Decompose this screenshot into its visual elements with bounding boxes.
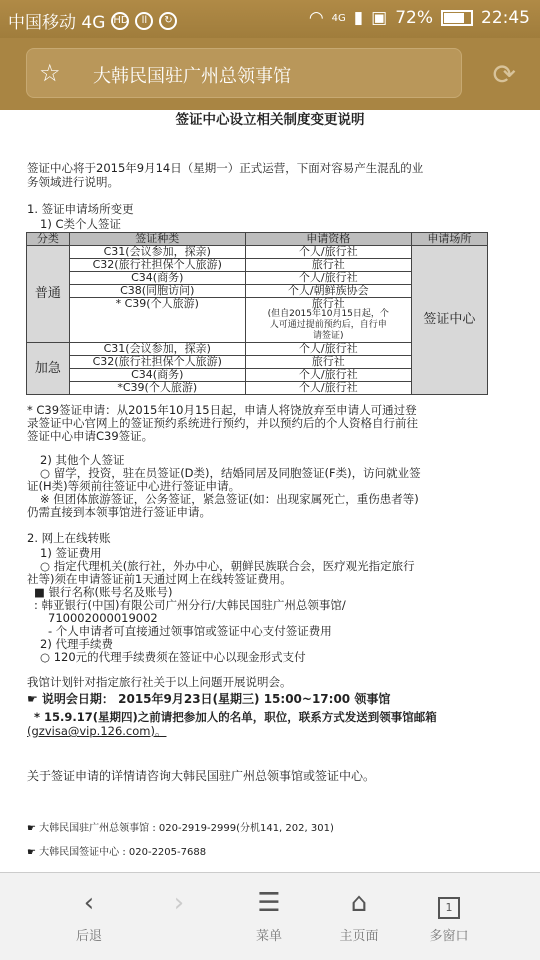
c39-note-line: * C39签证申请：从2015年10月15日起，申请人将饶放弃至申请人可通过登 xyxy=(27,403,417,417)
hd-icon: HD xyxy=(111,12,129,30)
visa-type-cell: C34(商务) xyxy=(69,369,245,382)
intro-line-2: 务领域进行说明。 xyxy=(27,175,119,189)
visa-table xyxy=(26,232,488,395)
home-button[interactable] xyxy=(314,885,404,944)
place-cell: 签证中心 xyxy=(411,246,487,395)
paragraph-line: ○ 留学，投资，驻在员签证(D类)，结婚同居及同胞签证(F类)，访问就业签 xyxy=(40,466,421,480)
c39-note-line: 签证中心申请C39签证。 xyxy=(27,429,154,443)
c39-note: 请签证) xyxy=(312,331,344,341)
eligibility-cell: 旅行社 xyxy=(245,259,411,272)
section-1a-heading: 1) C类个人签证 xyxy=(40,217,121,231)
eligibility-cell: 个人/旅行社 xyxy=(245,272,411,285)
consult-line: 关于签证申请的详情请咨询大韩民国驻广州总领事馆或签证中心。 xyxy=(27,769,376,783)
visa-type-cell: C31(会议参加，探亲) xyxy=(69,246,245,259)
table-header: 签证种类 xyxy=(69,233,245,246)
sync-icon: ↻ xyxy=(159,12,177,30)
windows-count: 1 xyxy=(438,897,460,919)
c39-note: 人可通过提前预约后，自行申 xyxy=(269,320,387,330)
paragraph-line: ■ 银行名称(账号名及账号) xyxy=(34,585,173,599)
page-content xyxy=(0,110,540,872)
browser-toolbar xyxy=(0,38,540,110)
document-title: 签证中心设立相关制度变更说明 xyxy=(175,112,365,128)
intro-line-1: 签证中心将于2015年9月14日（星期一）正式运营，下面对容易产生混乱的业 xyxy=(27,161,424,175)
eligibility-main: 旅行社 xyxy=(311,297,345,310)
paragraph-line: ○ 指定代理机关(旅行社，外办中心，朝鲜民族联合会，医疗观光指定旅行 xyxy=(40,559,415,573)
menu-icon: ☰ xyxy=(257,888,281,918)
eligibility-cell: 个人/旅行社 xyxy=(245,246,411,259)
carrier-label: 中国移动 4G xyxy=(8,13,106,33)
section-1b-heading: 2) 其他个人签证 xyxy=(40,453,125,467)
visa-type-cell: C32(旅行社担保个人旅游) xyxy=(69,356,245,369)
eligibility-cell: 个人/朝鲜族协会 xyxy=(245,285,411,298)
menu-label: 菜单 xyxy=(255,929,282,944)
visa-type-cell: * C39(个人旅游) xyxy=(69,298,245,343)
windows-label: 多窗口 xyxy=(429,929,469,944)
back-arrow-icon: ‹ xyxy=(83,888,95,918)
table-header: 分类 xyxy=(27,233,70,246)
paragraph-line: 仍需直接到本领事馆进行签证申请。 xyxy=(27,505,211,519)
paragraph-line: ○ 120元的代理手续费须在签证中心以现金形式支付 xyxy=(40,650,306,664)
table-header: 申请场所 xyxy=(411,233,487,246)
forward-arrow-icon: › xyxy=(173,888,185,918)
eligibility-cell: 个人/旅行社 xyxy=(245,343,411,356)
home-label: 主页面 xyxy=(339,929,379,944)
signal-icon: ▮ xyxy=(353,8,364,28)
meeting-note: * 15.9.17(星期四)之前请把参加人的名单，职位，联系方式发送到领事馆邮箱 xyxy=(34,710,437,724)
eligibility-cell xyxy=(245,298,411,343)
section-2-heading: 2. 网上在线转账 xyxy=(27,531,111,545)
status-bar xyxy=(0,0,540,38)
paragraph-line: 证(H类)等须前往签证中心进行签证申请。 xyxy=(27,479,241,493)
category-cell: 普通 xyxy=(27,246,70,343)
eligibility-cell: 旅行社 xyxy=(245,356,411,369)
wifi-icon: ◠ xyxy=(308,8,324,28)
section-1-heading: 1. 签证申请场所变更 xyxy=(27,202,134,216)
eligibility-cell: 个人/旅行社 xyxy=(245,369,411,382)
category-cell: 加急 xyxy=(27,343,70,395)
forward-button[interactable] xyxy=(134,885,224,921)
paragraph-line: ※ 但团体旅游签证，公务签证，紧急签证(如：出现家属死亡，重伤患者等) xyxy=(40,492,419,506)
back-label: 后退 xyxy=(75,929,102,944)
home-icon: ⌂ xyxy=(350,888,368,918)
email-link[interactable]: (gzvisa@vip.126.com)。 xyxy=(27,724,167,738)
windows-button[interactable] xyxy=(404,885,494,944)
address-bar[interactable] xyxy=(26,48,462,98)
star-icon[interactable]: ☆ xyxy=(39,59,61,87)
table-header: 申请资格 xyxy=(245,233,411,246)
meeting-date: ☛ 说明会日期： 2015年9月23日(星期三) 15:00~17:00 领事馆 xyxy=(27,692,391,706)
page-title-in-urlbar: 大韩民国驻广州总领事馆 xyxy=(93,66,291,87)
battery-icon xyxy=(441,10,473,26)
contact-visa-center: ☛ 大韩民国签证中心 : 020-2205-7688 xyxy=(27,847,207,858)
menu-button[interactable] xyxy=(224,885,314,944)
back-button[interactable] xyxy=(44,885,134,944)
table-row xyxy=(27,246,488,259)
section-2a-heading: 1) 签证费用 xyxy=(40,546,102,560)
c39-note: (但自2015年10月15日起，个 xyxy=(267,309,389,319)
visa-type-cell: C34(商务) xyxy=(69,272,245,285)
eligibility-cell: 个人/旅行社 xyxy=(245,382,411,395)
paragraph-line: : 韩亚银行(中国)有限公司广州分行/大韩民国驻广州总领事馆/ xyxy=(34,598,346,612)
pause-icon: ll xyxy=(135,12,153,30)
clock: 22:45 xyxy=(481,8,530,28)
battery-percent: 72% xyxy=(395,8,433,28)
windows-icon xyxy=(404,885,494,921)
paragraph-line: 社等)须在申请签证前1天通过网上在线转签证费用。 xyxy=(27,572,292,586)
section-2b-heading: 2) 代理手续费 xyxy=(40,637,113,651)
reload-icon[interactable]: ⟳ xyxy=(492,58,516,91)
contact-consulate: ☛ 大韩民国驻广州总领事馆 : 020-2919-2999(分机141, 202, 301) xyxy=(27,823,334,834)
visa-type-cell: C38(同胞访问) xyxy=(69,285,245,298)
visa-type-cell: C31(会议参加，探亲) xyxy=(69,343,245,356)
paragraph-line: - 个人申请者可直接通过领事馆或签证中心支付签证费用 xyxy=(48,624,332,638)
visa-type-cell: C32(旅行社担保个人旅游) xyxy=(69,259,245,272)
bottom-nav xyxy=(0,872,540,960)
signal-label: 4G xyxy=(331,12,346,24)
paragraph-line: 我馆计划针对指定旅行社关于以上问题开展说明会。 xyxy=(27,675,292,689)
account-number: 710002000019002 xyxy=(48,611,158,625)
sim-icon: ▣ xyxy=(371,8,388,28)
visa-type-cell: *C39(个人旅游) xyxy=(69,382,245,395)
c39-note-line: 录签证中心官网上的签证预约系统进行预约，并以预约后的个人资格自行前往 xyxy=(27,416,418,430)
